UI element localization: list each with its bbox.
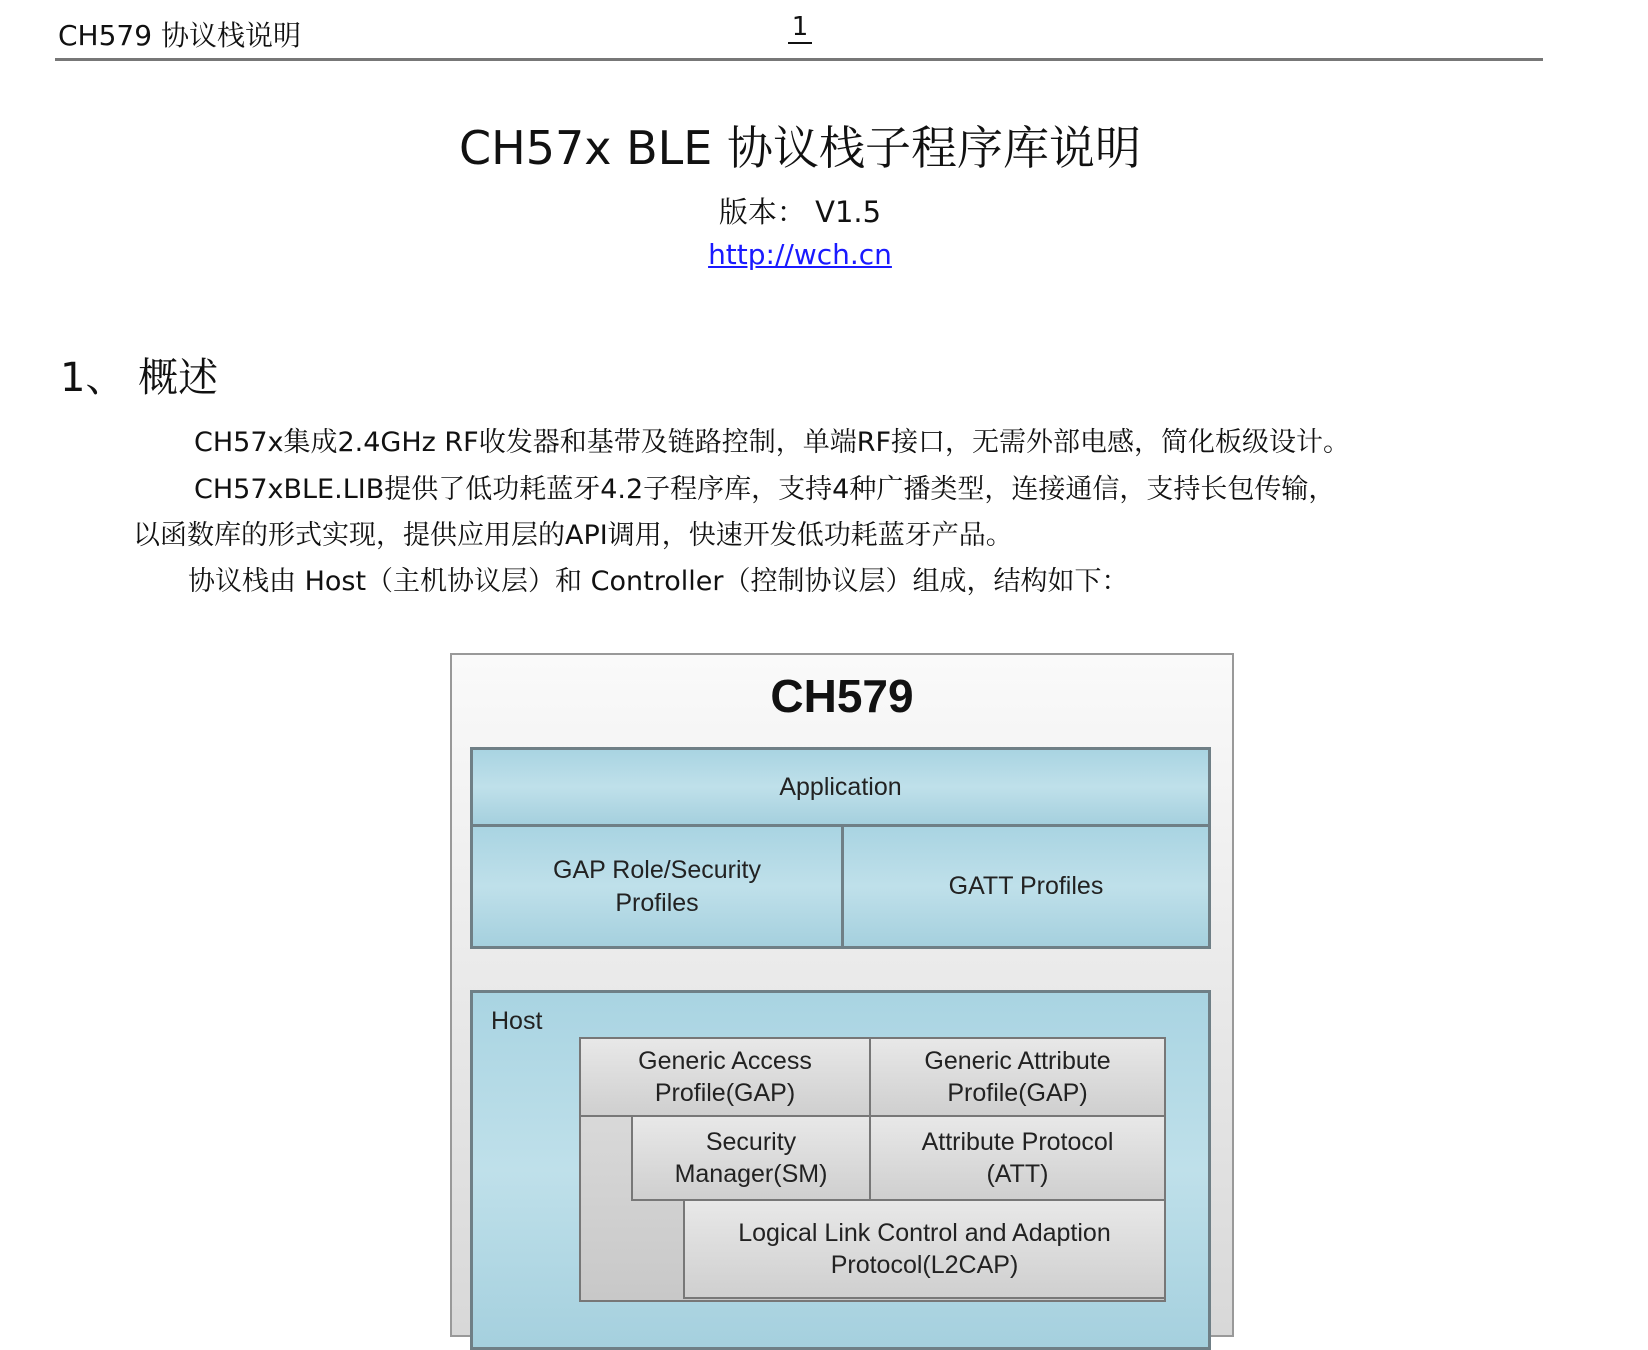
paragraph-line: 协议栈由 Host（主机协议层）和 Controller（控制协议层）组成，结构如下： — [188, 566, 1129, 597]
page-number: 1 — [788, 12, 812, 44]
website-link-wrap — [0, 238, 1600, 271]
host-layer — [470, 990, 1211, 1350]
host-label: Host — [491, 1007, 543, 1035]
gap-block: Generic Access Profile(GAP) — [579, 1037, 871, 1117]
gap-role-profiles: GAP Role/Security Profiles — [470, 824, 844, 949]
l2cap-block: Logical Link Control and Adaption Protocol(L2CAP) — [683, 1199, 1166, 1299]
header-divider — [55, 58, 1543, 61]
gatt-block: Generic Attribute Profile(GAP) — [869, 1037, 1166, 1117]
header-doc-title: CH579 协议栈说明 — [58, 19, 301, 52]
paragraph-line: CH57x集成2.4GHz RF收发器和基带及链路控制，单端RF接口，无需外部电感，简化板级设计。 — [194, 427, 1350, 458]
website-link[interactable]: http://wch.cn — [708, 238, 892, 271]
att-block: Attribute Protocol (ATT) — [869, 1115, 1166, 1201]
paragraph-line: 以函数库的形式实现，提供应用层的API调用，快速开发低功耗蓝牙产品。 — [133, 520, 1013, 551]
document-title: CH57x BLE 协议栈子程序库说明 — [459, 121, 1141, 175]
ble-stack-diagram — [450, 653, 1234, 1337]
security-manager-block: Security Manager(SM) — [631, 1115, 871, 1201]
version-text: 版本： V1.5 — [718, 195, 882, 229]
application-layer: Application — [470, 747, 1211, 827]
paragraph-line: CH57xBLE.LIB提供了低功耗蓝牙4.2子程序库，支持4种广播类型，连接通信，支持长包传输， — [194, 474, 1336, 505]
gatt-profiles: GATT Profiles — [841, 824, 1211, 949]
section-heading: 1、 概述 — [60, 355, 219, 401]
chip-label: CH579 — [770, 670, 914, 722]
